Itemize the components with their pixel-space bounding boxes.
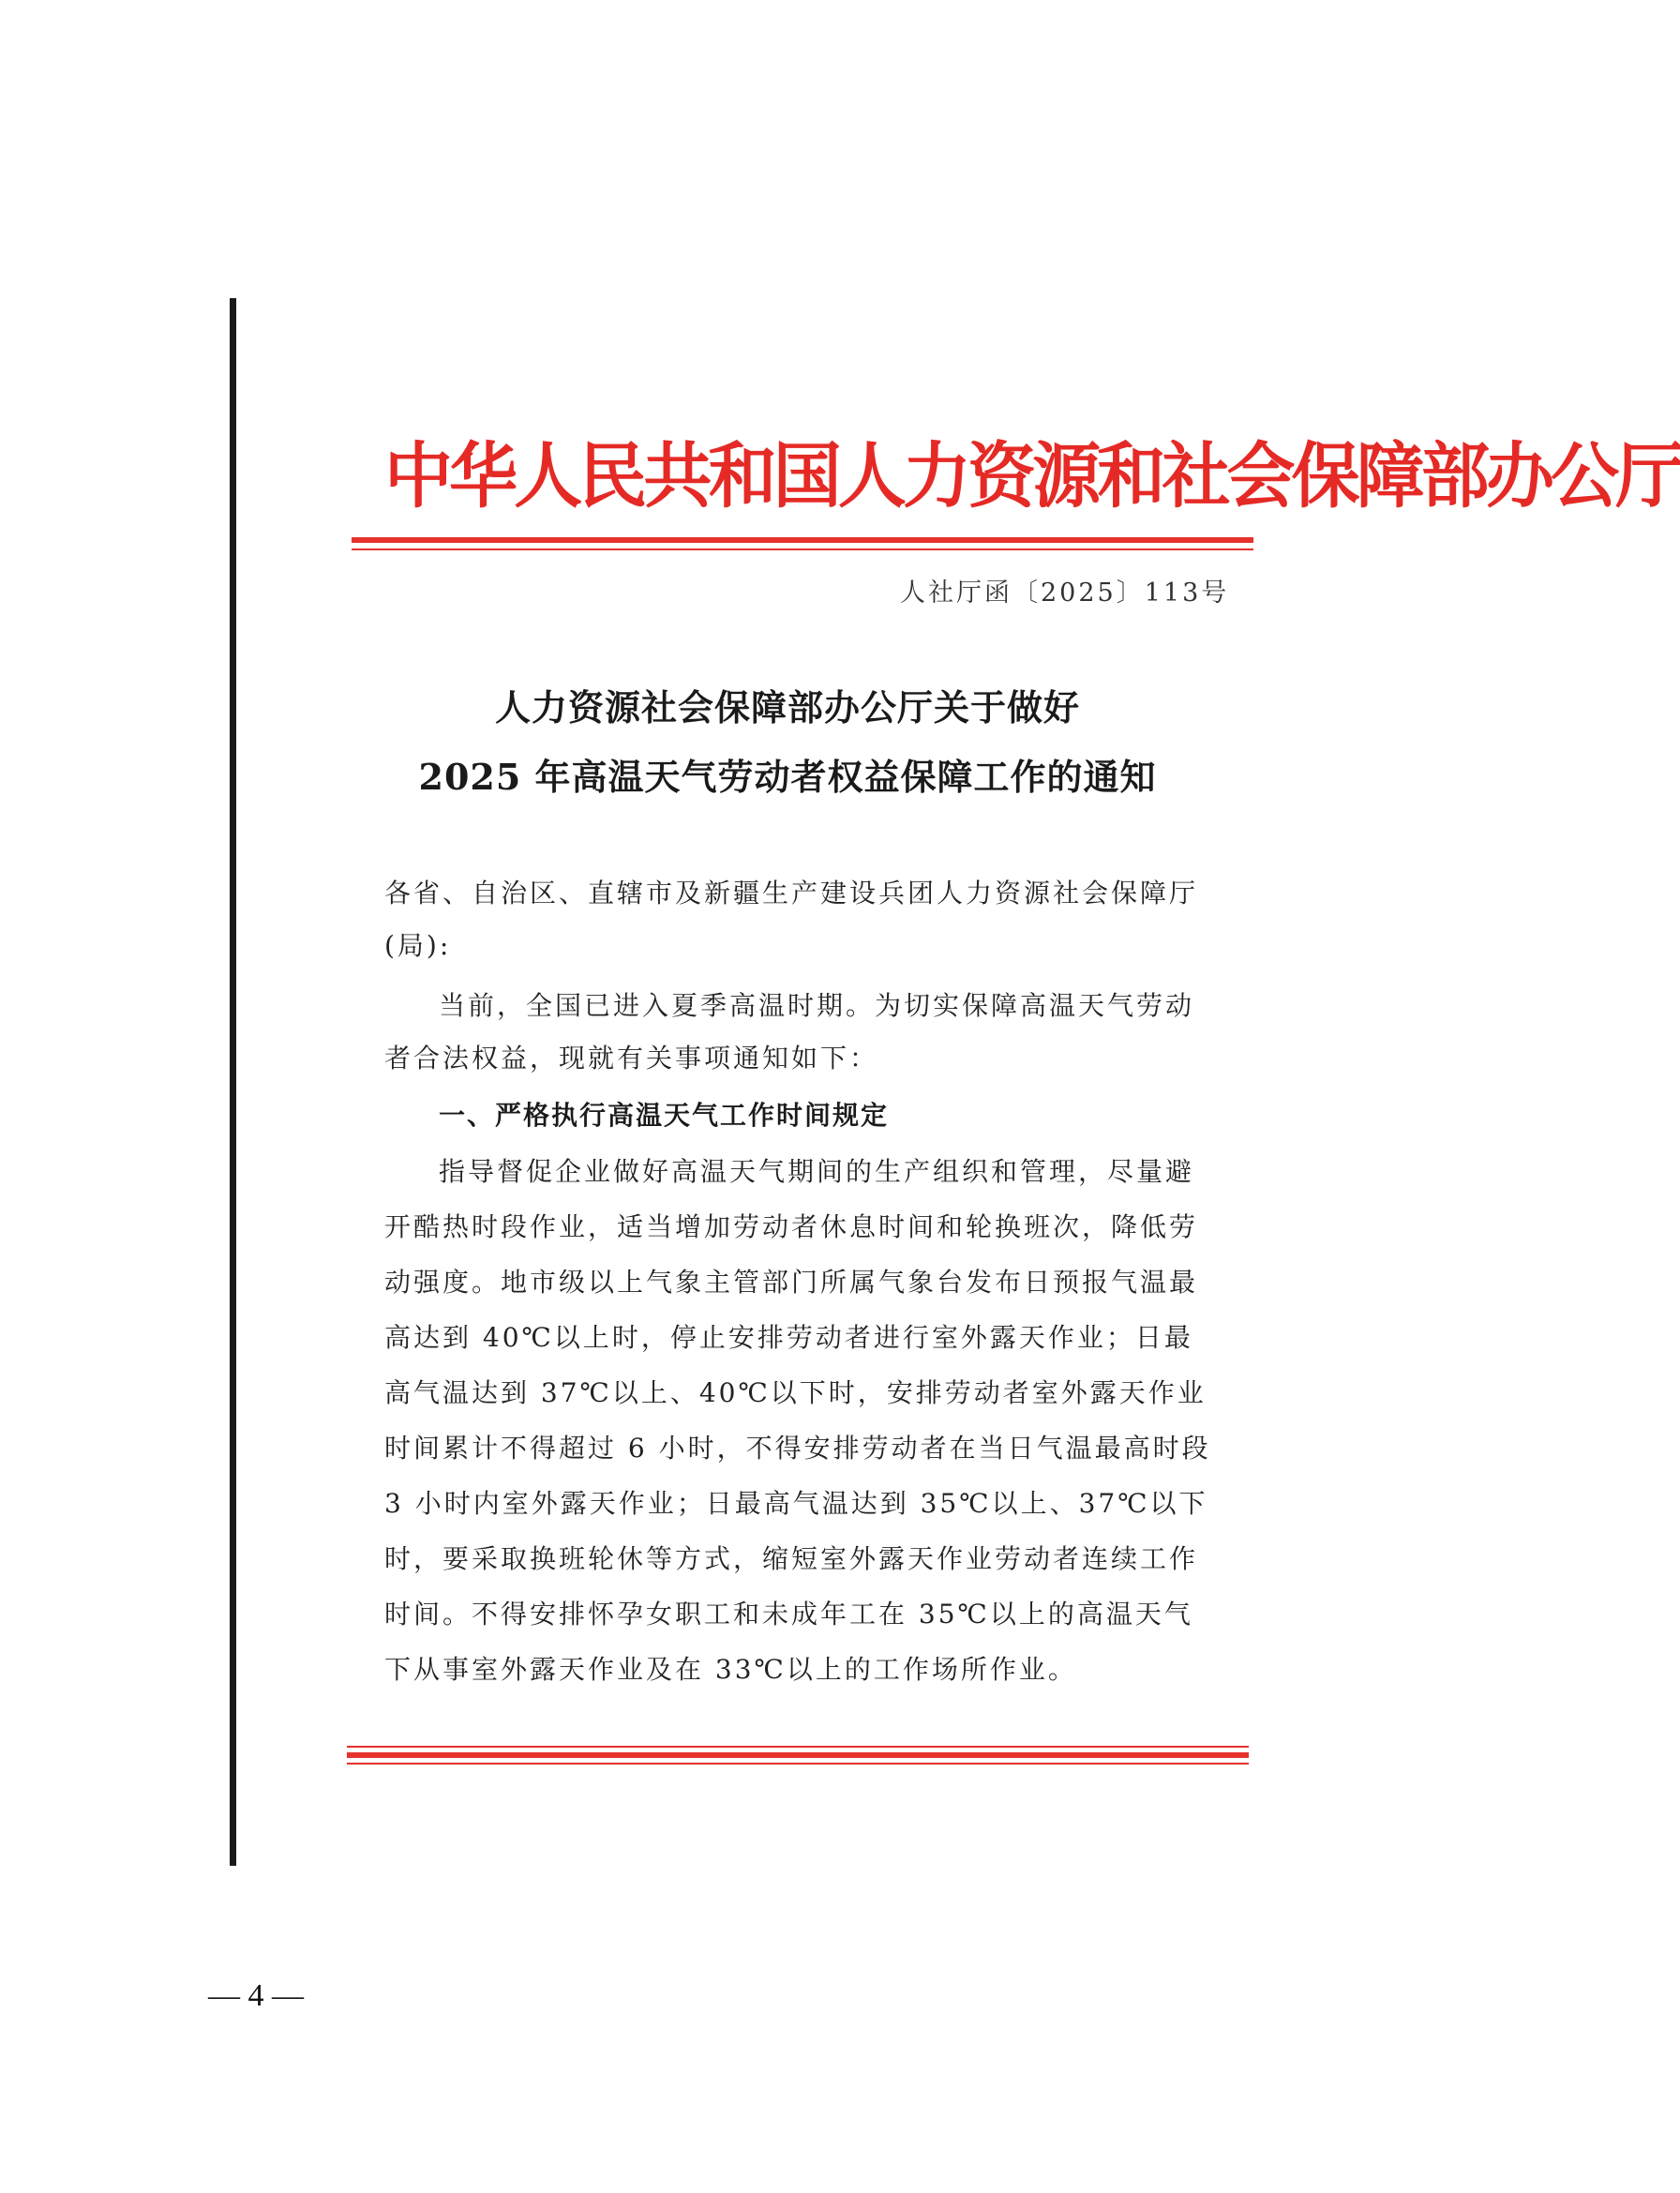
footer-red-rule-thin-top xyxy=(347,1746,1249,1748)
section-1-line: 动强度。地市级以上气象主管部门所属气象台发布日预报气温最 xyxy=(384,1267,1199,1298)
section-1-line: 3 小时内室外露天作业；日最高气温达到 35℃以上、37℃以下 xyxy=(384,1488,1208,1519)
intro-paragraph-line-2: 者合法权益，现就有关事项通知如下： xyxy=(384,1043,879,1074)
footer-red-rule-thick xyxy=(347,1752,1249,1758)
section-1-heading: 一、严格执行高温天气工作时间规定 xyxy=(439,1100,890,1131)
footer-red-rule-thin-bottom xyxy=(347,1763,1249,1765)
section-1-line: 时间。不得安排怀孕女职工和未成年工在 35℃以上的高温天气 xyxy=(384,1599,1193,1630)
section-1-line: 指导督促企业做好高温天气期间的生产组织和管理，尽量避 xyxy=(439,1156,1195,1187)
addressee-line-2: (局): xyxy=(384,930,452,961)
agency-header-title: 中华人民共和国人力资源和社会保障部办公厅 xyxy=(384,434,1680,518)
section-1-line: 高达到 40℃以上时，停止安排劳动者进行室外露天作业；日最 xyxy=(384,1322,1193,1353)
document-number: 人社厅函〔2025〕113号 xyxy=(900,578,1230,608)
intro-paragraph-line-1: 当前，全国已进入夏季高温时期。为切实保障高温天气劳动 xyxy=(439,990,1195,1021)
section-1-line: 高气温达到 37℃以上、40℃以下时，安排劳动者室外露天作业 xyxy=(384,1377,1207,1408)
section-1-line: 开酷热时段作业，适当增加劳动者休息时间和轮换班次，降低劳 xyxy=(384,1211,1199,1242)
section-1-line: 时，要采取换班轮休等方式，缩短室外露天作业劳动者连续工作 xyxy=(384,1543,1199,1574)
section-1-line: 下从事室外露天作业及在 33℃以上的工作场所作业。 xyxy=(384,1654,1077,1685)
header-red-rule-thin xyxy=(352,548,1253,550)
binding-margin-bar xyxy=(230,298,236,1866)
document-title-line-1: 人力资源社会保障部办公厅关于做好 xyxy=(494,686,1080,728)
header-red-rule-thick xyxy=(352,537,1253,543)
page-number: — 4 — xyxy=(208,1978,304,2013)
section-1-line: 时间累计不得超过 6 小时，不得安排劳动者在当日气温最高时段 xyxy=(384,1433,1211,1464)
document-title-line-2: 2025 年高温天气劳动者权益保障工作的通知 xyxy=(418,756,1157,798)
addressee-line-1: 各省、自治区、直辖市及新疆生产建设兵团人力资源社会保障厅 xyxy=(384,878,1199,909)
